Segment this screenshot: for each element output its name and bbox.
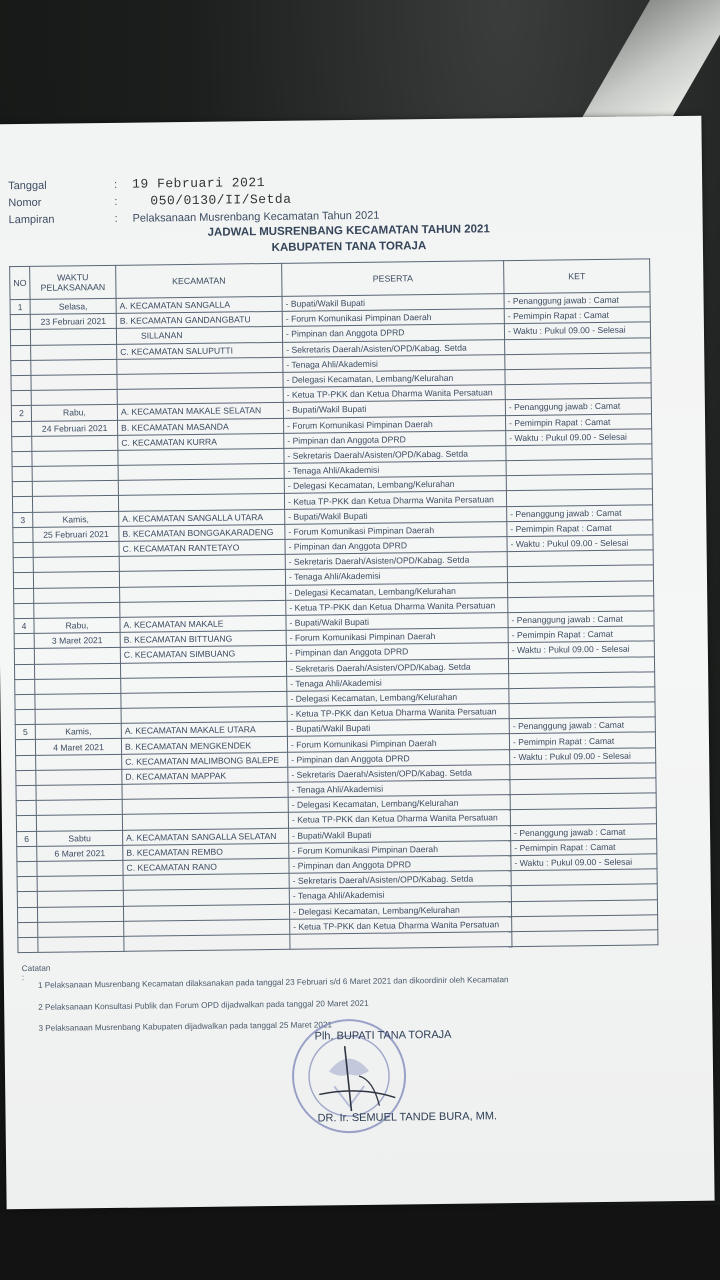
cell-no: [16, 816, 36, 831]
schedule-body: [10, 292, 658, 953]
cell-ket: [511, 899, 657, 916]
cell-no: [12, 497, 32, 512]
cell-peserta: - Sekretaris Daerah/Asisten/OPD/Kabag. Setda: [285, 552, 507, 570]
cell-no: [11, 375, 31, 390]
cell-kecamatan: A. KECAMATAN MAKALE UTARA: [121, 722, 287, 739]
cell-ket: [505, 353, 651, 370]
cell-ket: [510, 808, 656, 825]
cell-ket: [510, 778, 656, 795]
cell-no: [17, 907, 37, 922]
cell-peserta: - Ketua TP-PKK dan Ketua Dharma Wanita Persatuan: [290, 916, 512, 934]
cell-waktu: [33, 572, 119, 588]
cell-ket: - Pemimpin Rapat : Camat: [505, 413, 651, 430]
cell-waktu: Rabu,: [31, 405, 117, 421]
cell-no: [10, 330, 30, 345]
cell-waktu: [34, 602, 120, 618]
cell-kecamatan: B. KECAMATAN MENGKENDEK: [121, 737, 287, 754]
nomor-value: 050/0130/II/Setda: [150, 191, 292, 209]
cell-peserta: - Delegasi Kecamatan, Lembang/Kelurahan: [289, 901, 511, 919]
cell-empty: [18, 937, 38, 952]
col-header-waktu-line1: WAKTU: [56, 272, 89, 283]
cell-peserta: - Pimpinan dan Anggota DPRD: [286, 643, 508, 661]
cell-peserta: - Bupati/Wakil Bupati: [283, 400, 505, 418]
cell-waktu: [37, 891, 123, 907]
cell-no: 5: [15, 725, 35, 740]
notes-title: Catatan :: [21, 963, 51, 983]
cell-ket: - Waktu : Pukul 09.00 - Selesai: [510, 747, 656, 764]
cell-no: [11, 360, 31, 375]
cell-waktu: Kamis,: [35, 724, 121, 740]
cell-ket: [505, 383, 651, 400]
lampiran-label: Lampiran: [8, 213, 55, 227]
cell-peserta: - Sekretaris Daerah/Asisten/OPD/Kabag. Setda: [283, 339, 505, 357]
cell-waktu: [37, 860, 123, 876]
cell-waktu: [32, 496, 118, 512]
cell-ket: [505, 337, 651, 354]
cell-no: [12, 482, 32, 497]
cell-no: [16, 770, 36, 785]
cell-peserta: - Pimpinan dan Anggota DPRD: [284, 430, 506, 448]
cell-ket: [507, 565, 653, 582]
cell-peserta: - Bupati/Wakil Bupati: [286, 613, 508, 631]
cell-ket: - Penanggung jawab : Camat: [505, 398, 651, 415]
cell-peserta: - Sekretaris Daerah/Asisten/OPD/Kabag. Setda: [286, 658, 508, 676]
cell-no: [15, 740, 35, 755]
cell-ket: [509, 702, 655, 719]
cell-ket: - Penanggung jawab : Camat: [508, 611, 654, 628]
cell-waktu: Selasa,: [30, 298, 116, 314]
cell-peserta: - Tenaga Ahli/Akademisi: [284, 461, 506, 479]
cell-waktu: [34, 663, 120, 679]
cell-kecamatan: SILLANAN: [116, 327, 282, 344]
cell-ket: [511, 869, 657, 886]
document-page: [0, 116, 715, 1210]
col-header-waktu-line2: PELAKSANAAN: [40, 282, 106, 293]
cell-ket: [509, 687, 655, 704]
cell-empty: [124, 934, 290, 951]
cell-waktu: [31, 344, 117, 360]
cell-peserta: - Forum Komunikasi Pimpinan Daerah: [282, 309, 504, 327]
cell-ket: [510, 793, 656, 810]
cell-no: 1: [10, 299, 30, 314]
cell-peserta: - Pimpinan dan Anggota DPRD: [282, 324, 504, 342]
cell-peserta: - Ketua TP-PKK dan Ketua Dharma Wanita Persatuan: [284, 491, 506, 509]
cell-waktu: 25 Februari 2021: [33, 526, 119, 542]
cell-ket: [506, 489, 652, 506]
cell-peserta: - Pimpinan dan Anggota DPRD: [288, 749, 510, 767]
cell-waktu: [34, 587, 120, 603]
cell-no: [15, 694, 35, 709]
cell-waktu: 23 Februari 2021: [30, 314, 116, 330]
cell-peserta: - Pimpinan dan Anggota DPRD: [289, 856, 511, 874]
cell-waktu: [32, 435, 118, 451]
tanggal-label: Tanggal: [8, 179, 47, 193]
cell-no: [12, 451, 32, 466]
cell-waktu: [35, 678, 121, 694]
cell-ket: [512, 914, 658, 931]
cell-peserta: - Sekretaris Daerah/Asisten/OPD/Kabag. Setda: [288, 764, 510, 782]
cell-ket: - Penanggung jawab : Camat: [504, 292, 650, 309]
cell-kecamatan: A. KECAMATAN MAKALE: [120, 615, 286, 632]
cell-no: [12, 466, 32, 481]
cell-ket: [507, 550, 653, 567]
cell-peserta: - Tenaga Ahli/Akademisi: [285, 567, 507, 585]
cell-peserta: - Tenaga Ahli/Akademisi: [289, 886, 511, 904]
tanggal-value: 19 Februari 2021: [132, 175, 266, 192]
cell-ket: - Waktu : Pukul 09.00 - Selesai: [507, 535, 653, 552]
cell-kecamatan: C. KECAMATAN RANTETAYO: [119, 539, 285, 556]
cell-waktu: [31, 389, 117, 405]
cell-ket: - Pemimpin Rapat : Camat: [509, 732, 655, 749]
note-item: 2 Pelaksanaan Konsultasi Publik dan Forum OPD dijadwalkan pada tanggal 20 Maret 2021: [38, 998, 369, 1012]
cell-empty: [38, 936, 124, 952]
col-header-ket: KET: [504, 259, 650, 294]
cell-waktu: [37, 906, 123, 922]
cell-waktu: [34, 648, 120, 664]
cell-ket: [511, 884, 657, 901]
cell-waktu: 4 Maret 2021: [35, 739, 121, 755]
cell-kecamatan: C. KECAMATAN MALIMBONG BALEPE: [122, 752, 288, 769]
cell-ket: [510, 763, 656, 780]
cell-ket: [509, 672, 655, 689]
cell-kecamatan: A. KECAMATAN SANGALLA SELATAN: [123, 828, 289, 845]
cell-kecamatan: B. KECAMATAN REMBO: [123, 843, 289, 860]
background-bottom: [0, 1205, 720, 1280]
cell-kecamatan: B. KECAMATAN BONGGAKARADENG: [119, 524, 285, 541]
cell-kecamatan: C. KECAMATAN SIMBUANG: [120, 646, 286, 663]
cell-empty: [290, 931, 512, 949]
cell-no: [13, 558, 33, 573]
cell-no: [13, 527, 33, 542]
cell-peserta: - Ketua TP-PKK dan Ketua Dharma Wanita Persatuan: [288, 810, 510, 828]
cell-no: [12, 421, 32, 436]
cell-waktu: [30, 329, 116, 345]
cell-no: [17, 861, 37, 876]
document-subtitle: KABUPATEN TANA TORAJA: [271, 240, 427, 254]
nomor-label: Nomor: [8, 196, 42, 210]
cell-peserta: - Forum Komunikasi Pimpinan Daerah: [285, 521, 507, 539]
cell-waktu: [36, 769, 122, 785]
cell-no: [16, 785, 36, 800]
cell-kecamatan: B. KECAMATAN MASANDA: [118, 418, 284, 435]
cell-waktu: [38, 921, 124, 937]
cell-waktu: Kamis,: [33, 511, 119, 527]
cell-ket: - Waktu : Pukul 09.00 - Selesai: [511, 854, 657, 871]
cell-peserta: - Ketua TP-PKK dan Ketua Dharma Wanita Persatuan: [286, 597, 508, 615]
cell-no: [12, 436, 32, 451]
cell-no: 4: [14, 618, 34, 633]
cell-waktu: Rabu,: [34, 617, 120, 633]
cell-peserta: - Forum Komunikasi Pimpinan Daerah: [287, 734, 509, 752]
signature-name: DR. Ir. SEMUEL TANDE BURA, MM.: [317, 1110, 498, 1125]
cell-ket: [506, 459, 652, 476]
cell-peserta: - Bupati/Wakil Bupati: [287, 719, 509, 737]
cell-peserta: - Ketua TP-PKK dan Ketua Dharma Wanita Persatuan: [283, 385, 505, 403]
cell-no: [14, 664, 34, 679]
signature-title: Plh. BUPATI TANA TORAJA: [314, 1028, 452, 1043]
cell-ket: [506, 444, 652, 461]
cell-no: [13, 542, 33, 557]
cell-peserta: - Tenaga Ahli/Akademisi: [283, 354, 505, 372]
cell-no: [13, 573, 33, 588]
cell-peserta: - Pimpinan dan Anggota DPRD: [285, 537, 507, 555]
cell-peserta: - Sekretaris Daerah/Asisten/OPD/Kabag. Setda: [284, 446, 506, 464]
cell-ket: - Pemimpin Rapat : Camat: [508, 626, 654, 643]
cell-waktu: [32, 481, 118, 497]
cell-waktu: [33, 541, 119, 557]
cell-no: [14, 588, 34, 603]
col-header-peserta: PESERTA: [282, 261, 504, 297]
cell-waktu: [33, 557, 119, 573]
cell-ket: [505, 368, 651, 385]
cell-no: [17, 892, 37, 907]
cell-no: [14, 634, 34, 649]
cell-waktu: [32, 450, 118, 466]
cell-waktu: [32, 465, 118, 481]
note-item: 3 Pelaksanaan Musrenbang Kabupaten dijadwalkan pada tanggal 25 Maret 2021: [38, 1020, 333, 1033]
schedule-table: [9, 258, 658, 953]
cell-no: 2: [11, 406, 31, 421]
cell-peserta: - Sekretaris Daerah/Asisten/OPD/Kabag. Setda: [289, 871, 511, 889]
cell-no: [10, 315, 30, 330]
cell-empty: [512, 930, 658, 947]
cell-ket: [508, 580, 654, 597]
cell-waktu: [36, 800, 122, 816]
cell-waktu: [35, 708, 121, 724]
cell-ket: - Waktu : Pukul 09.00 - Selesai: [506, 429, 652, 446]
cell-ket: - Pemimpin Rapat : Camat: [511, 839, 657, 856]
cell-waktu: [36, 815, 122, 831]
cell-ket: [506, 474, 652, 491]
cell-peserta: - Bupati/Wakil Bupati: [289, 825, 511, 843]
cell-waktu: [36, 754, 122, 770]
cell-kecamatan: B. KECAMATAN BITTUANG: [120, 630, 286, 647]
cell-ket: - Penanggung jawab : Camat: [507, 504, 653, 521]
cell-waktu: 6 Maret 2021: [37, 845, 123, 861]
cell-ket: - Pemimpin Rapat : Camat: [507, 520, 653, 537]
cell-peserta: - Delegasi Kecamatan, Lembang/Kelurahan: [283, 370, 505, 388]
cell-waktu: 24 Februari 2021: [32, 420, 118, 436]
cell-no: 3: [13, 512, 33, 527]
cell-ket: - Penanggung jawab : Camat: [510, 823, 656, 840]
cell-waktu: [31, 359, 117, 375]
cell-peserta: - Tenaga Ahli/Akademisi: [288, 780, 510, 798]
cell-peserta: - Tenaga Ahli/Akademisi: [287, 673, 509, 691]
cell-no: [14, 603, 34, 618]
cell-ket: - Waktu : Pukul 09.00 - Selesai: [504, 322, 650, 339]
cell-peserta: - Forum Komunikasi Pimpinan Daerah: [286, 628, 508, 646]
cell-kecamatan: A. KECAMATAN MAKALE SELATAN: [117, 403, 283, 420]
cell-peserta: - Ketua TP-PKK dan Ketua Dharma Wanita Persatuan: [287, 704, 509, 722]
cell-no: [17, 877, 37, 892]
cell-no: [11, 391, 31, 406]
cell-peserta: - Forum Komunikasi Pimpinan Daerah: [284, 415, 506, 433]
cell-ket: [508, 656, 654, 673]
col-header-no: NO: [10, 266, 30, 299]
note-item: 1 Pelaksanaan Musrenbang Kecamatan dilaksanakan pada tanggal 23 Februari s/d 6 Maret 2021 dan dikoordinir oleh Kecamatan: [37, 975, 509, 990]
cell-peserta: - Delegasi Kecamatan, Lembang/Kelurahan: [288, 795, 510, 813]
cell-peserta: - Delegasi Kecamatan, Lembang/Kelurahan: [284, 476, 506, 494]
cell-kecamatan: B. KECAMATAN GANDANGBATU: [116, 312, 282, 329]
cell-no: [17, 846, 37, 861]
cell-kecamatan: C. KECAMATAN SALUPUTTI: [117, 342, 283, 359]
cell-no: [16, 801, 36, 816]
col-header-kecamatan: KECAMATAN: [116, 263, 282, 298]
cell-no: [14, 649, 34, 664]
cell-waktu: [37, 875, 123, 891]
cell-waktu: [31, 374, 117, 390]
cell-waktu: [36, 784, 122, 800]
cell-no: [16, 755, 36, 770]
cell-ket: - Pemimpin Rapat : Camat: [504, 307, 650, 324]
cell-peserta: - Forum Komunikasi Pimpinan Daerah: [289, 840, 511, 858]
cell-no: [18, 922, 38, 937]
cell-no: [11, 345, 31, 360]
lampiran-value: Pelaksanaan Musrenbang Kecamatan Tahun 2021: [132, 209, 380, 225]
cell-kecamatan: D. KECAMATAN MAPPAK: [122, 767, 288, 784]
cell-kecamatan: A. KECAMATAN SANGALLA: [116, 296, 282, 313]
cell-no: [15, 709, 35, 724]
cell-ket: [508, 596, 654, 613]
cell-waktu: 3 Maret 2021: [34, 632, 120, 648]
lampiran-colon: :: [114, 212, 118, 225]
cell-waktu: Sabtu: [37, 830, 123, 846]
document-title: JADWAL MUSRENBANG KECAMATAN TAHUN 2021: [207, 223, 490, 239]
cell-peserta: - Delegasi Kecamatan, Lembang/Kelurahan: [287, 688, 509, 706]
col-header-waktu: [30, 265, 116, 299]
cell-ket: - Penanggung jawab : Camat: [509, 717, 655, 734]
cell-peserta: - Bupati/Wakil Bupati: [285, 506, 507, 524]
nomor-colon: :: [114, 195, 118, 208]
tanggal-colon: :: [114, 178, 118, 191]
cell-waktu: [35, 693, 121, 709]
cell-peserta: - Delegasi Kecamatan, Lembang/Kelurahan: [286, 582, 508, 600]
cell-kecamatan: C. KECAMATAN KURRA: [118, 433, 284, 450]
cell-kecamatan: A. KECAMATAN SANGALLA UTARA: [119, 509, 285, 526]
cell-kecamatan: C. KECAMATAN RANO: [123, 858, 289, 875]
cell-no: [15, 679, 35, 694]
cell-ket: - Waktu : Pukul 09.00 - Selesai: [508, 641, 654, 658]
cell-no: 6: [17, 831, 37, 846]
cell-peserta: - Bupati/Wakil Bupati: [282, 294, 504, 312]
